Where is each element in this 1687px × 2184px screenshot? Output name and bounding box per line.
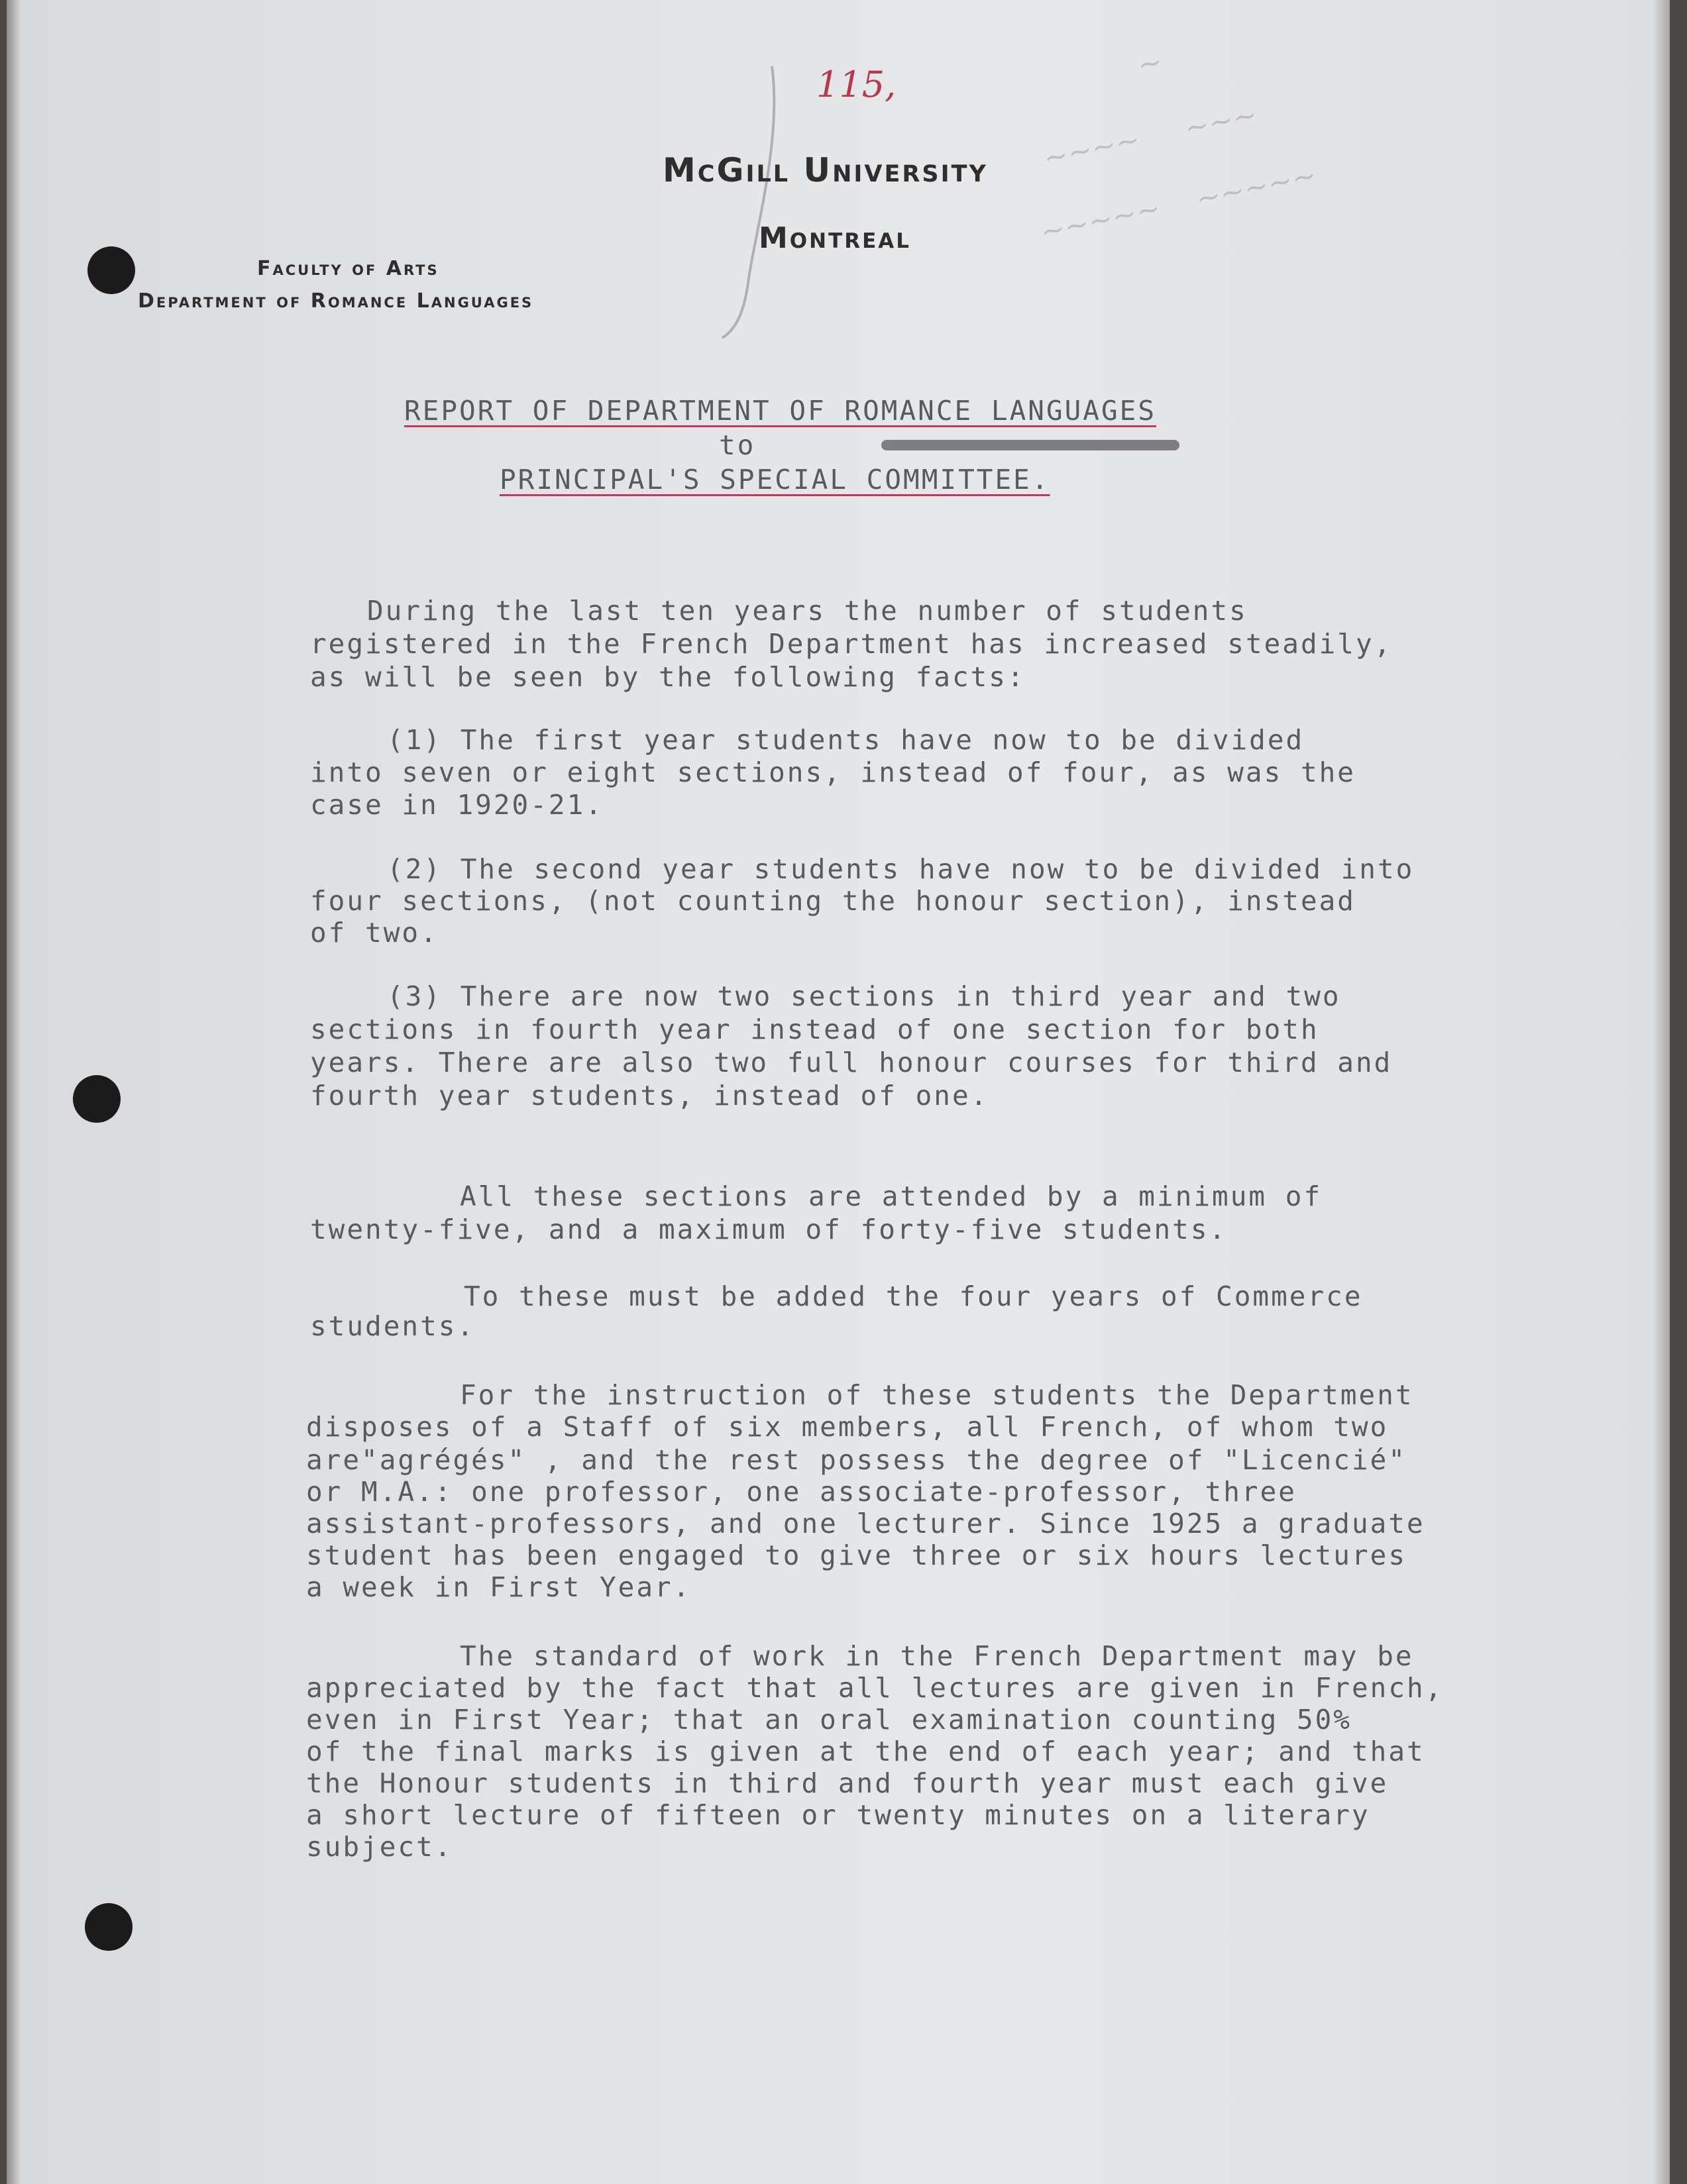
body-line: registered in the French Department has increased steadily, (310, 628, 1393, 660)
report-title-line-3: PRINCIPAL'S SPECIAL COMMITTEE. (500, 464, 1050, 495)
punch-hole-middle (73, 1075, 121, 1123)
body-line: For the instruction of these students the Department (460, 1379, 1414, 1411)
body-line: All these sections are attended by a minimum of (460, 1180, 1323, 1212)
body-line: are"agrégés" , and the rest possess the degree of "Licencié" (306, 1444, 1407, 1476)
folio-number: 115, (816, 64, 897, 105)
body-line: even in First Year; that an oral examination counting 50% (306, 1704, 1352, 1736)
body-line: of two. (310, 917, 439, 949)
body-line: four sections, (not counting the honour section), instead (310, 885, 1356, 917)
body-line: case in 1920-21. (310, 789, 604, 821)
body-line: appreciated by the fact that all lectures are given in French, (306, 1672, 1444, 1704)
body-line: To these must be added the four years of Commerce (464, 1280, 1363, 1312)
body-line: a week in First Year. (306, 1571, 692, 1603)
letterhead-faculty: Faculty of Arts (257, 257, 439, 280)
faint-pencil-notes: ~ ~~~~ ~~~ ~~~~~ ~~~~~ (971, 44, 1320, 328)
body-line: During the last ten years the number of students (367, 595, 1248, 627)
body-line: years. There are also two full honour courses for third and (310, 1047, 1393, 1078)
body-line: (1) The first year students have now to be divided (387, 724, 1305, 756)
pencil-stroke (709, 60, 789, 344)
body-line: (2) The second year students have now to be divided into (387, 853, 1415, 885)
punch-hole-bottom (85, 1903, 133, 1951)
body-line: student has been engaged to give three or six hours lectures (306, 1539, 1407, 1571)
report-title-line-2: to (719, 429, 756, 461)
body-line: into seven or eight sections, instead of four, as was the (310, 756, 1356, 788)
body-line: assistant-professors, and one lecturer. Since 1925 a graduate (306, 1508, 1425, 1539)
body-line: subject. (306, 1831, 453, 1863)
body-line: the Honour students in third and fourth year must each give (306, 1767, 1389, 1799)
page-right-edge (1653, 0, 1670, 2184)
letterhead-department: Department of Romance Languages (138, 289, 534, 313)
body-line: twenty-five, and a maximum of forty-five students. (310, 1214, 1228, 1245)
body-line: The standard of work in the French Department may be (460, 1640, 1414, 1672)
body-line: as will be seen by the following facts: (310, 661, 1026, 693)
page-edge-shadow (7, 0, 21, 2184)
punch-hole-top (87, 246, 135, 294)
body-line: students. (310, 1310, 476, 1342)
body-line: (3) There are now two sections in third year and two (387, 980, 1341, 1012)
letterhead-university: McGill University (663, 151, 988, 189)
document-page (7, 0, 1670, 2184)
body-line: or M.A.: one professor, one associate-professor, three (306, 1476, 1297, 1508)
body-line: a short lecture of fifteen or twenty minutes on a literary (306, 1799, 1370, 1831)
body-line: of the final marks is given at the end of each year; and that (306, 1736, 1425, 1767)
report-title-line-1: REPORT OF DEPARTMENT OF ROMANCE LANGUAGES (404, 395, 1157, 427)
body-line: fourth year students, instead of one. (310, 1080, 989, 1112)
letterhead-city: Montreal (759, 221, 912, 255)
body-line: sections in fourth year instead of one section for both (310, 1014, 1319, 1045)
body-line: disposes of a Staff of six members, all French, of whom two (306, 1411, 1389, 1443)
ink-smudge (881, 440, 1179, 450)
